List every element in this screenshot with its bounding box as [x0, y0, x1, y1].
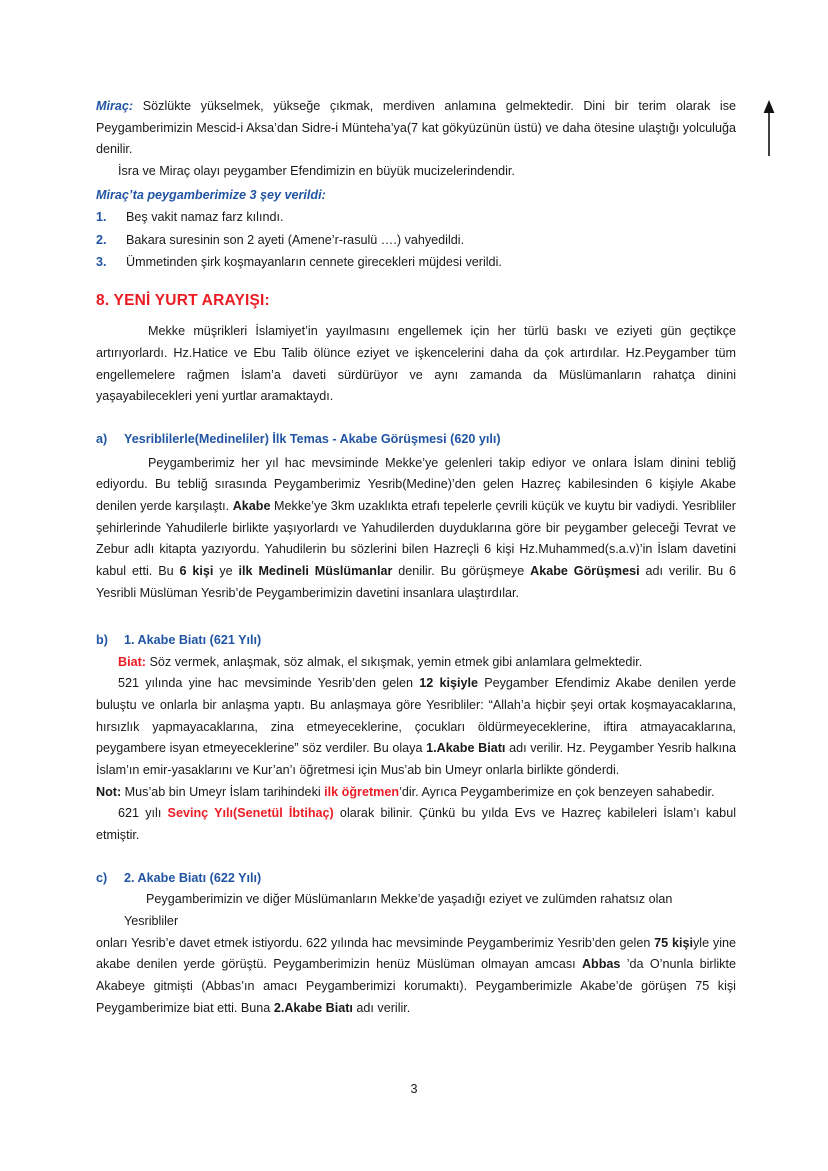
- mirac-gifts-list: [96, 206, 736, 273]
- sevinc-yili-paragraph: [96, 803, 736, 846]
- note-body-2: ’dir. Ayrıca Peygamberimize en çok benzeyen sahabedir.: [399, 784, 715, 799]
- section-8-line2: geçtikçe artırıyorlardı. Hz.Hatice ve Ebu Talib ölünce eziyet ve işkencelerini daha da çok artırdılar.: [96, 324, 737, 360]
- note-label: Not:: [96, 784, 122, 799]
- section-a-body-1: Peygamberimiz her yıl hac mevsiminde Mekke’ye gelenleri takip ediyor ve onlara İslam dinini tebliğ ediyordu. Bu tebliğ sırasında Peygamberimiz Yesrib(Medine)’den gelen Hazreç kabilesinden 6 kişiyle Akabe denilen yerde karşılaştı.: [96, 455, 736, 513]
- list-item-number: 3.: [96, 255, 107, 270]
- section-8-line4: Müslümanların rahatça dinini yaşayabilecekleri yeni yurtlar aramaktaydı.: [96, 367, 737, 404]
- section-a-bold-akabe-gorusmesi: Akabe Görüşmesi: [530, 563, 640, 578]
- sevinc-red-term: Sevinç Yılı(Senetül İbtihaç): [167, 806, 334, 821]
- mirac-definition-line2: Peygamberimizin Mescid-i Aksa’dan Sidre-i Münteha’ya(7 kat gökyüzünün üstü) ve daha ötesine: [96, 120, 635, 135]
- section-b-note: [96, 782, 736, 804]
- section-a-bold-6kisi: 6 kişi: [179, 563, 214, 578]
- list-item-text: Beş vakit namaz farz kılındı.: [126, 210, 284, 225]
- isra-mirac-line: İsra ve Miraç olayı peygamber Efendimizin en büyük mucizelerindendir.: [118, 163, 515, 178]
- section-8-heading: 8. YENİ YURT ARAYIŞI:: [96, 291, 270, 309]
- section-a-bold-ilk-medineli: ilk Medineli Müslümanlar: [238, 563, 393, 578]
- section-b-bold-12kisi: 12 kişiyle: [419, 676, 478, 691]
- section-b-body-3: adı verilir. Hz. Peygamber Yesrib halkına İslam’ın emir-yasaklarını ve Kur’an’ı öğretmesi için Mus’ab bin Umeyr onlarla birlikte gönderdi.: [96, 741, 737, 778]
- section-c-marker: c): [96, 870, 108, 885]
- section-c-body-3: ’da O’nunla birlikte Akabeye gitmişti (Abbas’ın amacı Peygamberimizi korumaktı). Peygamberimizle Akabe’de görüşen 75 kişi Peygamberimize biat etti. Buna: [96, 957, 736, 1015]
- page-number: 3: [410, 1082, 418, 1096]
- section-b-marker: b): [96, 633, 108, 648]
- section-c-intro-block: [96, 889, 736, 932]
- mirac-term: Miraç:: [96, 99, 134, 113]
- biat-definition-text: Söz vermek, anlaşmak, söz almak, el sıkışmak, yemin etmek gibi anlamlara gelmektedir.: [146, 654, 643, 669]
- list-item: [96, 251, 736, 273]
- list-item-number: 2.: [96, 232, 107, 247]
- section-c-paragraph: [96, 933, 736, 1020]
- section-a-bold-akabe: Akabe: [232, 498, 271, 513]
- section-b-paragraph: [96, 673, 736, 781]
- sevinc-body-1: 621 yılı: [118, 806, 168, 821]
- section-c-body-2: yle yine akabe denilen yerde görüştü. Peygamberimizin henüz Müslüman olmayan amcası: [96, 935, 736, 972]
- section-c-body-4: adı verilir.: [352, 1000, 411, 1015]
- section-c-bold-2akabe: 2.Akabe Biatı: [273, 1000, 353, 1015]
- list-item: [96, 229, 736, 251]
- section-b-heading-text: 1. Akabe Biatı (621 Yılı): [124, 633, 262, 648]
- section-8-line1: Mekke müşrikleri İslamiyet’in yayılmasını engellemek için her türlü baskı ve eziyeti gün: [148, 324, 682, 339]
- mirac-definition-line3: ulaştığı yolculuğa denilir.: [96, 120, 736, 157]
- sevinc-body-2: olarak bilinir. Çünkü bu yılda Evs ve Hazreç kabileleri İslam’ı kabul etmiştir.: [96, 806, 736, 843]
- list-item-text: Ümmetinden şirk koşmayanların cennete girecekleri müjdesi verildi.: [126, 255, 502, 270]
- list-item: [96, 206, 736, 228]
- section-8-line3: Hz.Peygamber tüm engellemelere rağmen İslam’a daveti sürdürüyor ve aynı zamanda da: [96, 345, 736, 382]
- biat-definition: [96, 652, 736, 674]
- section-c-bold-abbas: Abbas: [581, 957, 621, 972]
- section-c-bold-75kisi: 75 kişi: [654, 935, 693, 950]
- section-c-heading: [96, 868, 736, 890]
- section-b-heading: [96, 630, 736, 652]
- up-arrow-annotation: [762, 100, 776, 156]
- mirac-definition-paragraph: [96, 96, 736, 161]
- section-b-body-1: 521 yılında yine hac mevsiminde Yesrib’den gelen: [118, 676, 420, 691]
- mirac-definition-line1: Sözlükte yükselmek, yükseğe çıkmak, merdiven anlamına gelmektedir. Dini bir terim olarak ise: [133, 99, 736, 113]
- section-8-paragraph: [96, 321, 736, 408]
- section-b-body-2: Peygamber Efendimiz Akabe denilen yerde buluştu ve onlarla bir anlaşma yaptı. Bu anlaşmaya göre Yesribliler: “Allah’a hiçbir şeyi ortak koşmayacaklarına, hırsızlık yapmayacaklarına, zina etmeyeceklerine, çocukları öldürmeyeceklerine, iftira atmayacaklarına, peygambere isyan etmeyeceklerine” söz verdiler. Bu olaya: [96, 676, 736, 756]
- list-item-text: Bakara suresinin son 2 ayeti (Amene’r-rasulü ….) vahyedildi.: [126, 232, 465, 247]
- section-c-heading-text: 2. Akabe Biatı (622 Yılı): [124, 870, 262, 885]
- section-a-heading: [96, 429, 736, 451]
- list-item-number: 1.: [96, 210, 107, 225]
- section-c-intro-line2: Yesribliler: [124, 914, 179, 929]
- section-a-body-5: adı verilir. Bu 6 Yesribli Müslüman Yesrib’de Peygamberimizin davetini insanlara ulaştırdılar.: [96, 563, 737, 600]
- section-a-body-4: denilir. Bu görüşmeye: [392, 563, 531, 578]
- section-a-paragraph: [96, 453, 736, 605]
- section-a-heading-text: Yesriblilerle(Medineliler) İlk Temas - Akabe Görüşmesi (620 yılı): [124, 431, 501, 446]
- mirac-list-heading: Miraç’ta peygamberimize 3 şey verildi:: [96, 187, 326, 202]
- section-a-body-3: ye: [213, 563, 239, 578]
- biat-term: Biat:: [118, 654, 146, 669]
- note-body-1: Mus’ab bin Umeyr İslam tarihindeki: [121, 784, 325, 799]
- page-content: [96, 96, 736, 1019]
- section-b-bold-1akabe: 1.Akabe Biatı: [426, 741, 506, 756]
- section-a-marker: a): [96, 431, 108, 446]
- section-c-body-1: onları Yesrib’e davet etmek istiyordu. 622 yılında hac mevsiminde Peygamberimiz Yesrib’den gelen: [96, 935, 655, 950]
- section-c-intro-line1: Peygamberimizin ve diğer Müslümanların Mekke’de yaşadığı eziyet ve zulümden rahatsız olan: [146, 892, 673, 907]
- section-a-body-2: Mekke’ye 3km uzaklıkta etrafı tepelerle çevrili küçük ve kuytu bir vadiydi. Yesribliler şehirlerinde Yahudilerle birlikte yaşıyorlardı ve Yahudilerden duyduklarına göre bir peygamber geleceği Tevrat ve Zebur adlı kitapta yazıyordu. Yahudilerin bu sözlerini bilen Hazreçli 6 kişi Hz.Muhammed(s.a.v)’in İslam davetini kabul etti. Bu: [96, 498, 736, 578]
- note-red-term: ilk öğretmen: [324, 784, 400, 799]
